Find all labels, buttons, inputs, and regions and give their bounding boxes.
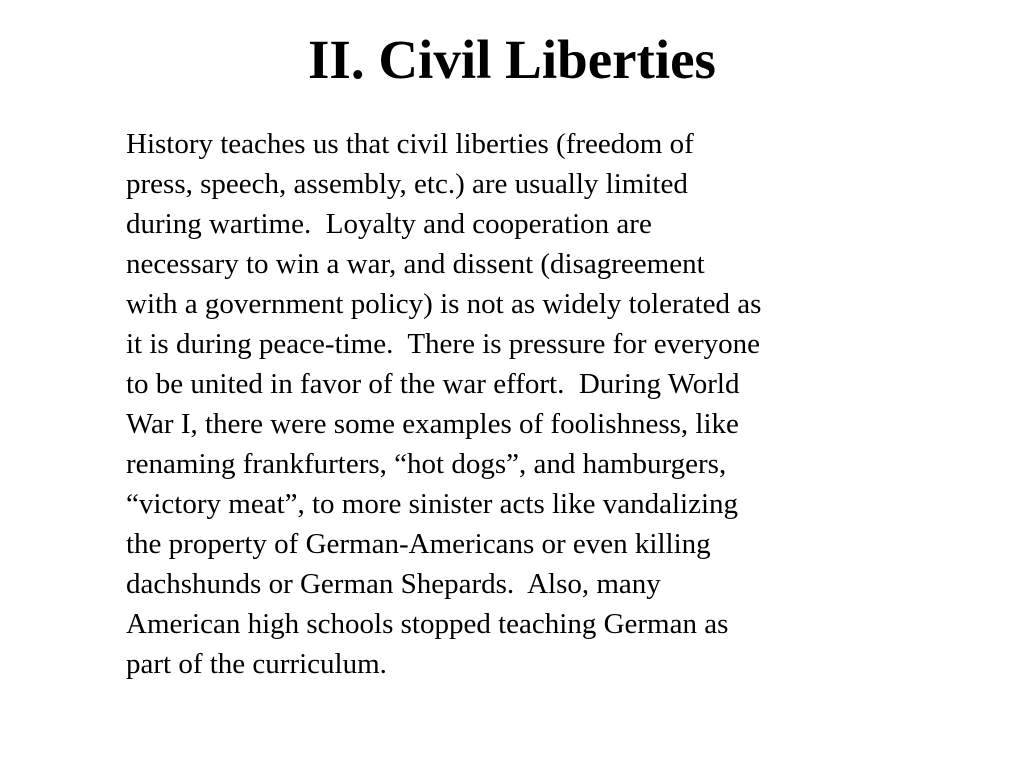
slide-title: II. Civil Liberties	[308, 29, 716, 90]
body-line: History teaches us that civil liberties (freedom of	[126, 128, 694, 160]
body-line: American high schools stopped teaching German as	[126, 608, 729, 640]
body-line: the property of German-Americans or even killing	[126, 528, 711, 560]
body-line: it is during peace-time. There is pressure for everyone	[126, 328, 761, 360]
body-line: War I, there were some examples of foolishness, like	[126, 408, 739, 440]
body-line: with a government policy) is not as widely tolerated as	[126, 288, 762, 320]
body-line: dachshunds or German Shepards. Also, many	[126, 568, 661, 600]
body-line: during wartime. Loyalty and cooperation are	[126, 208, 652, 240]
body-line: press, speech, assembly, etc.) are usually limited	[126, 168, 688, 200]
body-line: to be united in favor of the war effort. During World	[126, 368, 740, 400]
body-line: “victory meat”, to more sinister acts like vandalizing	[126, 488, 739, 520]
body-paragraph	[126, 124, 946, 684]
body-line: part of the curriculum.	[126, 648, 387, 680]
body-line: necessary to win a war, and dissent (disagreement	[126, 248, 705, 280]
body-line: renaming frankfurters, “hot dogs”, and hamburgers,	[126, 448, 727, 480]
